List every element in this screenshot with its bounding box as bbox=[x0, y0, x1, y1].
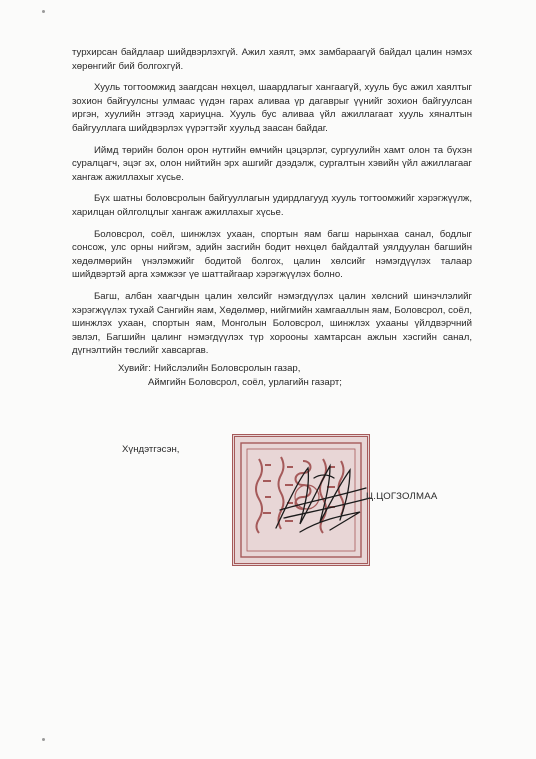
copy-label: Хувийг: bbox=[118, 363, 151, 374]
copy-recipient: Нийслэлийн Боловсролын газар, bbox=[154, 363, 301, 374]
paragraph: Хууль тогтоомжид заагдсан нөхцөл, шаардлагыг хангаагүй, хууль бус ажил хаялтыг зохион байгуулсны улмаас үүдэн гарах аливаа үр дагаврыг үүнийг зохион байгуулсан иргэн, хуулийн этгээд хариуцна. Хууль бус аливаа үйл ажиллагаат хууль хяналтын байгууллага шийдвэрлэх үүрэгтэйг хуульд заасан байдаг. bbox=[72, 82, 472, 134]
copy-recipients bbox=[118, 362, 342, 389]
paragraph: турхирсан байдлаар шийдвэрлэхгүй. Ажил хаялт, эмх замбараагүй байдал цалин нэмэх хөрөнгийг бий болгохгүй. bbox=[72, 47, 472, 72]
scan-speck bbox=[42, 10, 45, 13]
paragraph: Бүх шатны боловсролын байгууллагын удирдлагууд хууль тогтоомжийг хэрэгжүүлж, харилцан ойлголцлыг хангаж ажиллахыг хүсье. bbox=[72, 193, 472, 218]
letter-body bbox=[72, 46, 472, 366]
paragraph: Боловсрол, соёл, шинжлэх ухаан, спортын яам багш нарынхаа санал, бодлыг сонсож, улс орны нийгэм, эдийн засгийн бодит нөхцөл байдалтай уялдуулан багшийн хөдөлмөрийн үнэлэмжийг бодитой болгох, цалин хөлсийг нэмэгдүүлэх талаар шийдвэртэй арга хэмжээг үе шаттайгаар хэрэгжүүлэх болно. bbox=[72, 228, 472, 281]
signer-name: Ц.ЦОГЗОЛМАА bbox=[366, 491, 438, 502]
closing-salutation: Хүндэтгэсэн, bbox=[122, 444, 180, 455]
handwritten-signature bbox=[270, 458, 380, 538]
copy-recipient: Аймгийн Боловсрол, соёл, урлагийн газарт; bbox=[148, 376, 342, 388]
paragraph: Багш, албан хаагчдын цалин хөлсийг нэмэгдүүлэх цалин хөлсний шинэчлэлийг хэрэгжүүлэх тухай Сангийн яам, Хөдөлмөр, нийгмийн хамгааллын яам, Боловсрол, соёл, шинжлэх ухаан, спортын яам, Монголын Боловсрол, шинжлэх ухааны үйлдвэрчний эвлэл, Багшийн цалинг нэмэгдүүлэх түр хорооны хамтарсан ажлын хэсгийн санал, дүгнэлтийн төслийг хавсаргав. bbox=[72, 290, 472, 357]
scan-speck bbox=[42, 738, 45, 741]
paragraph: Иймд төрийн болон орон нутгийн өмчийн цэцэрлэг, сургуулийн хамт олон та бүхэн суралцагч, эцэг эх, олон нийтийн эрх ашгийг дээдэлж, сургалтын хэвийн үйл ажиллагааг хангаж ажиллахыг хүсье. bbox=[72, 144, 472, 183]
